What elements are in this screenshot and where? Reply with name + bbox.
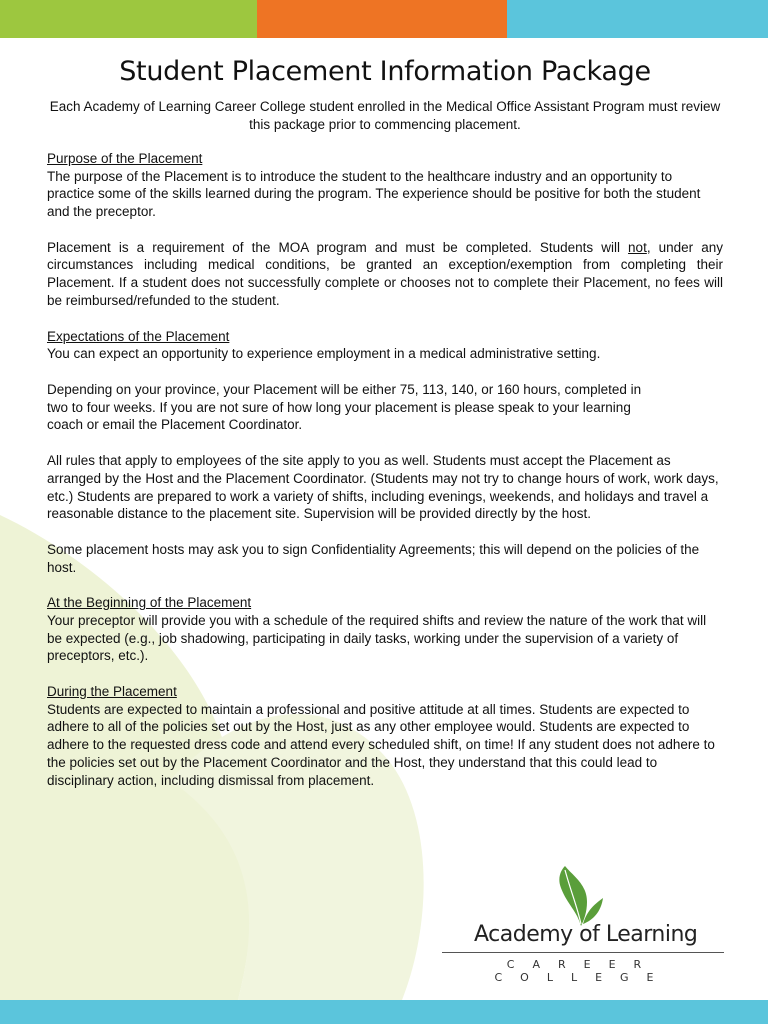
- purpose-p2-emphasis: not: [628, 239, 647, 255]
- page-title: Student Placement Information Package: [119, 56, 651, 87]
- section-heading-beginning: At the Beginning of the Placement: [47, 595, 252, 611]
- academy-logo: [442, 862, 724, 982]
- purpose-paragraph-1: The purpose of the Placement is to introduce the student to the healthcare industry and an opportunity to practice some of the skills learned during the program. The experience should be positive for both the student and the preceptor.: [47, 168, 701, 220]
- document-body: [47, 52, 723, 807]
- logo-divider: [442, 952, 724, 953]
- section-heading-expectations: Expectations of the Placement: [47, 328, 230, 344]
- section-heading-during: During the Placement: [47, 684, 177, 700]
- leaf-icon: [557, 866, 607, 928]
- purpose-p2-after: , under any circumstances including medical conditions, be granted an exception/exemption from completing their Placement. If a student does not successfully complete or chooses not to complete their Placement, no fees will be reimbursed/refunded to the student.: [47, 239, 723, 309]
- expectations-paragraph-2: Depending on your province, your Placement will be either 75, 113, 140, or 160 hours, completed in two to four weeks. If you are not sure of how long your placement is please speak to your learning coach or email the Placement Coordinator.: [47, 381, 642, 433]
- logo-subtitle: CAREER COLLEGE: [494, 958, 672, 984]
- purpose-p2-before: Placement is a requirement of the MOA program and must be completed. Students will: [47, 239, 629, 255]
- expectations-paragraph-4: Some placement hosts may ask you to sign Confidentiality Agreements; this will depend on the policies of the host.: [47, 541, 700, 575]
- beginning-paragraph-1: Your preceptor will provide you with a schedule of the required shifts and review the nature of the work that will be expected (e.g., job shadowing, participating in daily tasks, working under the supervision of a variety of preceptors, etc.).: [47, 612, 707, 664]
- expectations-paragraph-1: You can expect an opportunity to experience employment in a medical administrative setting.: [47, 346, 601, 362]
- logo-name: Academy of Learning: [474, 922, 698, 947]
- purpose-paragraph-2: [47, 239, 723, 310]
- section-heading-purpose: Purpose of the Placement: [47, 151, 203, 166]
- bottom-color-bar: [0, 1000, 768, 1024]
- intro-text: Each Academy of Learning Career College student enrolled in the Medical Office Assistant Program must review this package prior to commencing placement.: [49, 99, 721, 132]
- during-paragraph-1: Students are expected to maintain a professional and positive attitude at all times. Students are expected to adhere to all of the policies set out by the Host, just as any other employee would. Students are expected to adhere to the requested dress code and attend every scheduled shift, on time! If any student does not adhere to the policies set out by the Placement Coordinator and the Host, they understand that this could lead to disciplinary action, including dismissal from placement.: [47, 701, 715, 788]
- expectations-paragraph-3: All rules that apply to employees of the site apply to you as well. Students must accept the Placement as arranged by the Host and the Placement Coordinator. (Students may not try to change hours of work, work days, etc.) Students are prepared to work a variety of shifts, including evenings, weekends, and holidays and travel a reasonable distance to the placement site. Supervision will be provided directly by the host.: [47, 452, 719, 522]
